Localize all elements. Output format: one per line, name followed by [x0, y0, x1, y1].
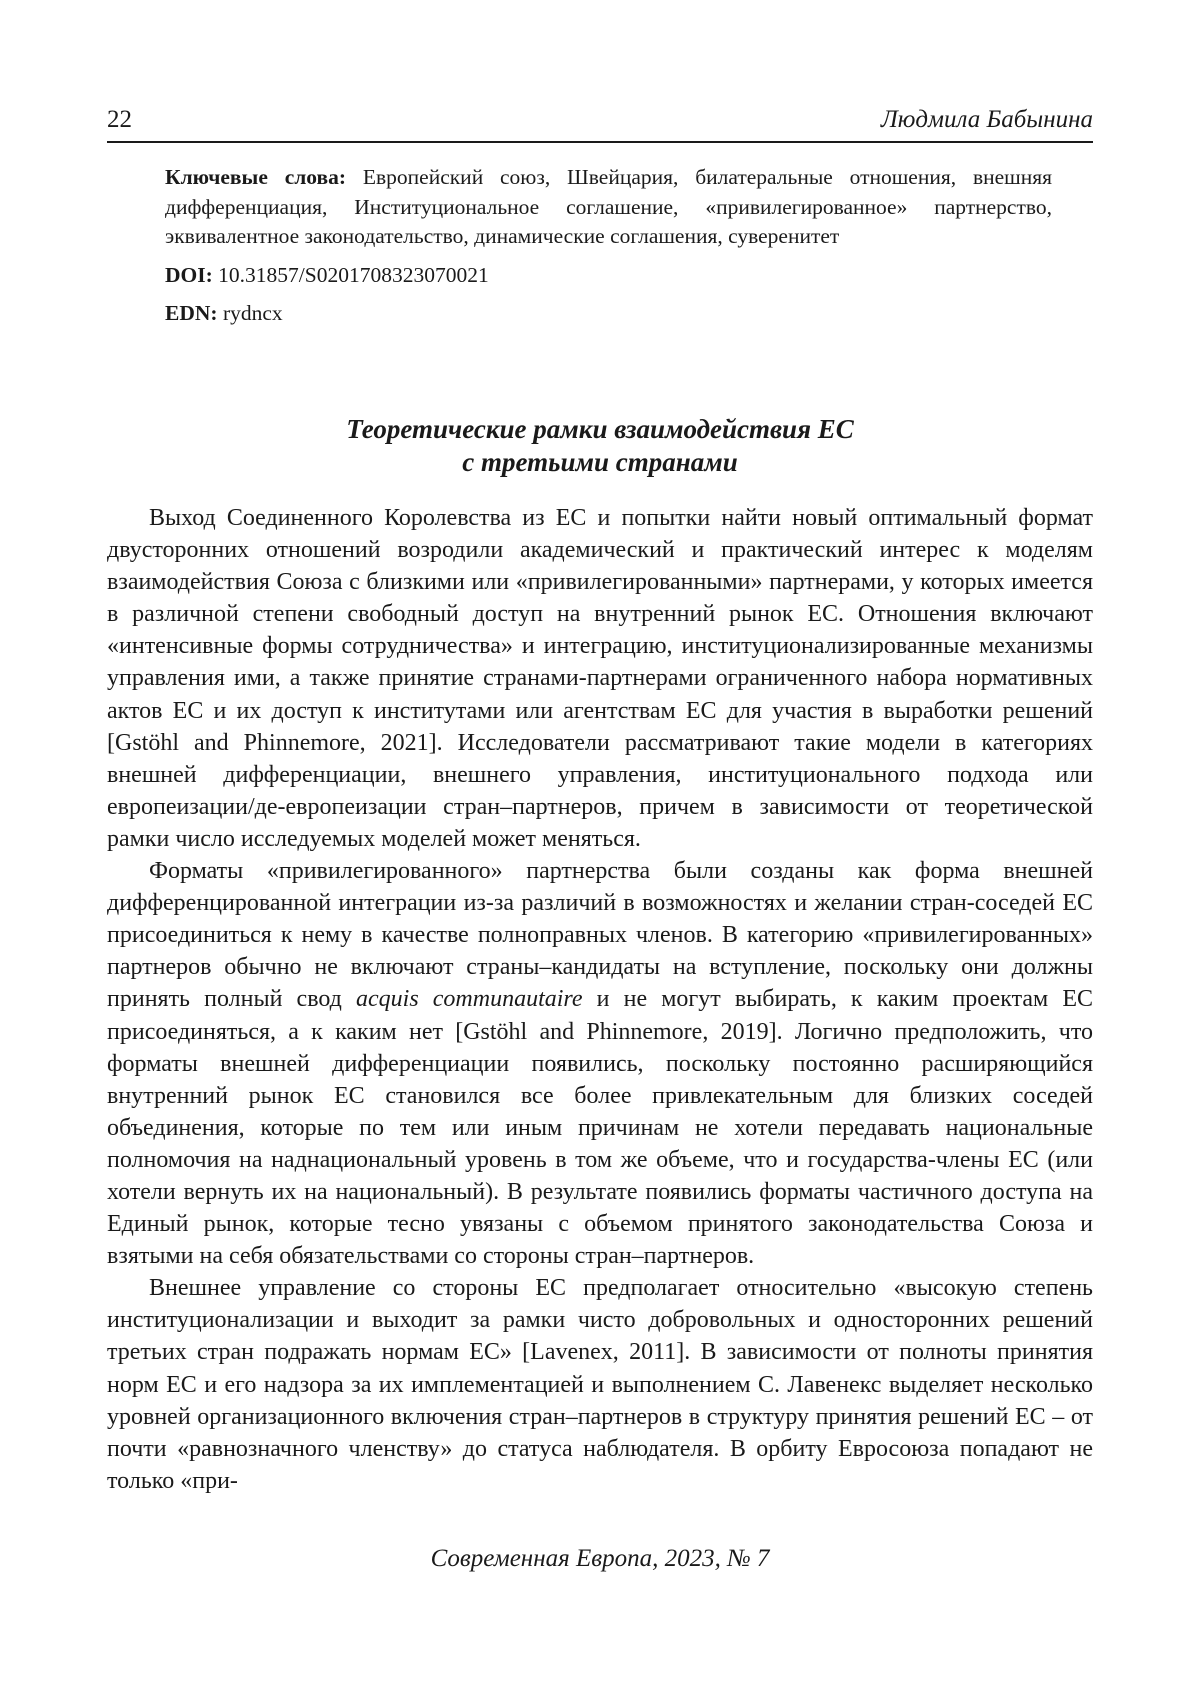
paragraph-3: Внешнее управление со стороны ЕС предполагает относительно «высокую степень институционализации и выходит за рамки чисто добровольных и односторонних решений третьих стран подражать нормам ЕС» [Lavenex, 2011]. В зависимости от полноты принятия норм ЕС и его надзора за их имплементацией и выполнением С. Лавенекс выделяет несколько уровней организационного включения стран–партнеров в структуру принятия решений ЕС – от почти «равнозначного членству» до статуса наблюдателя. В орбиту Евросоюза попадают не только «при- — [107, 1275, 1093, 1494]
running-header — [107, 102, 1093, 134]
paragraph-2-part-1: Форматы «привилегированного» партнерства были созданы как форма внешней дифференцированной интеграции из-за различий в возможностях и желании стран-соседей ЕС присоединиться к нему в качестве полноправных членов. В категорию «привилегированных» партнеров обычно не включают страны–кандидаты на вступление, поскольку они должны принять полный свод — [107, 858, 1093, 1013]
edn — [165, 299, 1052, 329]
doi-label: DOI: — [165, 262, 213, 287]
paragraph-2-part-2: и не могут выбирать, к каким проектам ЕС присоединяться, а к каким нет [Gstöhl and Phinnemore, 2019]. Логично предположить, что форматы внешней дифференциации появились, поскольку постоянно расширяющийся внутренний рынок ЕС становился все более привлекательным для близких соседей объединения, которые по тем или иным причинам не хотели передавать национальные полномочия на наднациональный уровень в том же объеме, что и государства-члены ЕС (или хотели вернуть их на национальный). В результате появились форматы частичного доступа на Единый рынок, которые тесно увязаны с объемом принятого законодательства Союза и взятыми на себя обязательствами со стороны стран–партнеров. — [107, 986, 1093, 1270]
page-number: 22 — [107, 106, 132, 133]
keywords-label: Ключевые слова: — [165, 165, 347, 189]
article-meta — [165, 163, 1052, 329]
paragraph-2 — [107, 855, 1093, 1272]
section-title — [107, 413, 1093, 479]
edn-label: EDN: — [165, 301, 218, 325]
keywords — [165, 163, 1052, 252]
section-title-line-1: Теоретические рамки взаимодействия ЕС — [346, 414, 854, 444]
section-title-line-2: с третьими странами — [462, 447, 738, 477]
running-author: Людмила Бабынина — [880, 106, 1093, 133]
paragraph-2-italic-term: acquis communautaire — [356, 986, 583, 1013]
doi — [165, 261, 1052, 291]
paragraph-1: Выход Соединенного Королевства из ЕС и попытки найти новый оптимальный формат двусторонних отношений возродили академический и практический интерес к моделям взаимодействия Союза с близкими или «привилегированными» партнерами, у которых имеется в различной степени свободный доступ на внутренний рынок ЕС. Отношения включают «интенсивные формы сотрудничества» и интеграцию, институционализированные механизмы управления ими, а также принятие странами-партнерами ограниченного набора нормативных актов ЕС и их доступ к институтами или агентствам ЕС для участия в выработки решений [Gstöhl and Phinnemore, 2021]. Исследователи рассматривают такие модели в категориях внешней дифференциации, внешнего управления, институционального подхода или европеизации/де-европеизации стран–партнеров, причем в зависимости от теоретической рамки число исследуемых моделей может меняться. — [107, 505, 1093, 852]
keywords-text: Европейский союз, Швейцария, билатеральные отношения, внешняя дифференциация, Институциональное соглашение, «привилегированное» партнерство, эквивалентное законодательство, динамические соглашения, суверенитет — [165, 165, 1052, 248]
doi-value: 10.31857/S0201708323070021 — [218, 262, 489, 287]
body-text — [107, 502, 1093, 1497]
header-rule — [107, 141, 1093, 143]
edn-value: rydncx — [222, 301, 283, 325]
journal-footer: Современная Европа, 2023, № 7 — [430, 1545, 770, 1572]
